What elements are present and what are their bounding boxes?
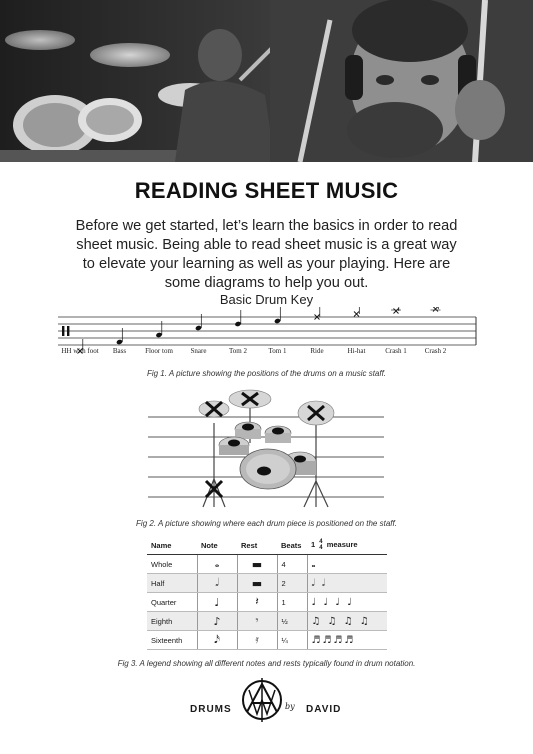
drum-key-label: Ride (310, 347, 324, 355)
legend-cell-note: ♪ (197, 612, 237, 631)
brand-left-text: DRUMS (190, 704, 232, 715)
brand-by-text: by (285, 702, 295, 711)
legend-cell-note: ♩ (197, 593, 237, 612)
brand-logo (0, 676, 533, 726)
legend-cell-beats: ½ (277, 612, 307, 631)
legend-cell-name: Whole (147, 555, 197, 574)
bass-note-icon (257, 467, 271, 476)
hero-photo (0, 0, 533, 162)
fig1-caption: Fig 1. A picture showing the positions of the drums on a music staff. (146, 369, 387, 378)
drum-key-note-5 (274, 307, 281, 324)
brand-right-text: DAVID (306, 704, 342, 715)
legend-cell-name: Eighth (147, 612, 197, 631)
legend-row (147, 631, 387, 650)
drum-key-label: Tom 2 (229, 347, 247, 355)
drum-key-staff (58, 307, 478, 366)
brand-emblem-icon (239, 676, 285, 724)
legend-cell-measure: 𝅗𝅥 𝅗𝅥 (307, 574, 387, 593)
drum-key-label: Hi-hat (347, 347, 366, 355)
legend-cell-beats: 4 (277, 555, 307, 574)
legend-cell-note: 𝅝 (197, 555, 237, 574)
legend-cell-name: Quarter (147, 593, 197, 612)
legend-cell-note: 𝅗𝅥 (197, 574, 237, 593)
legend-row (147, 612, 387, 631)
drum-key-label: Snare (190, 347, 207, 355)
legend-cell-measure: ♫ ♫ ♫ ♫ (307, 612, 387, 631)
tom1-note-icon (242, 424, 254, 431)
header-name: Name (147, 536, 197, 555)
legend-cell-measure: 𝅝 (307, 555, 387, 574)
drum-kit-diagram (148, 383, 384, 516)
percussion-clef-icon (62, 326, 64, 336)
drum-key-label: Floor tom (145, 347, 173, 355)
drum-key-note-1 (116, 328, 123, 345)
legend-cell-beats: 2 (277, 574, 307, 593)
drum-key-note-8 (391, 307, 401, 314)
drum-key-label: Tom 1 (268, 347, 287, 355)
tom2-note-icon (272, 428, 284, 435)
page-title: READING SHEET MUSIC (134, 178, 399, 203)
legend-cell-rest: ▬ (237, 555, 277, 574)
drum-key-note-4 (234, 310, 241, 327)
drum-key-note-7 (354, 307, 359, 317)
drum-key-label: Crash 1 (385, 347, 407, 355)
legend-cell-rest: 𝄽 (237, 593, 277, 612)
floor-tom-note-icon (294, 456, 306, 463)
legend-cell-name: Half (147, 574, 197, 593)
legend-cell-rest: 𝄾 (237, 612, 277, 631)
drum-key-note-3 (195, 314, 202, 331)
legend-cell-rest: ▬ (237, 574, 277, 593)
snare-note-icon (228, 440, 240, 447)
drum-key-label: HH with foot (61, 347, 99, 355)
drum-key-label: Crash 2 (424, 347, 447, 355)
drum-key-title: Basic Drum Key (219, 292, 314, 307)
legend-row (147, 574, 387, 593)
legend-row (147, 593, 387, 612)
drum-key-note-2 (155, 321, 162, 338)
header-measure: 1 4 4 measure (307, 536, 387, 555)
notes-legend-table (147, 536, 387, 650)
header-rest: Rest (237, 536, 277, 555)
legend-cell-beats: ¼ (277, 631, 307, 650)
legend-header-row (147, 536, 387, 555)
intro-paragraph: Before we get started, let’s learn the basics in order to read sheet music. Being able to read sheet music is a great way to elevate your learning as well as your playing. Here are some diagrams to help you out. (75, 218, 458, 291)
header-beats: Beats (277, 536, 307, 555)
legend-cell-name: Sixteenth (147, 631, 197, 650)
legend-cell-measure: ♬♬♬♬ (307, 631, 387, 650)
legend-cell-measure: ♩ ♩ ♩ ♩ (307, 593, 387, 612)
header-note: Note (197, 536, 237, 555)
drum-key-note-9 (431, 307, 441, 312)
drum-key-note-6 (315, 307, 320, 320)
legend-cell-beats: 1 (277, 593, 307, 612)
drum-key-label: Bass (112, 347, 127, 355)
legend-cell-rest: 𝄿 (237, 631, 277, 650)
legend-cell-note: 𝅘𝅥𝅯 (197, 631, 237, 650)
fig2-caption: Fig 2. A picture showing where each drum piece is positioned on the staff. (136, 519, 397, 528)
legend-row (147, 555, 387, 574)
fig3-caption: Fig 3. A legend showing all different notes and rests typically found in drum notation. (117, 659, 416, 668)
